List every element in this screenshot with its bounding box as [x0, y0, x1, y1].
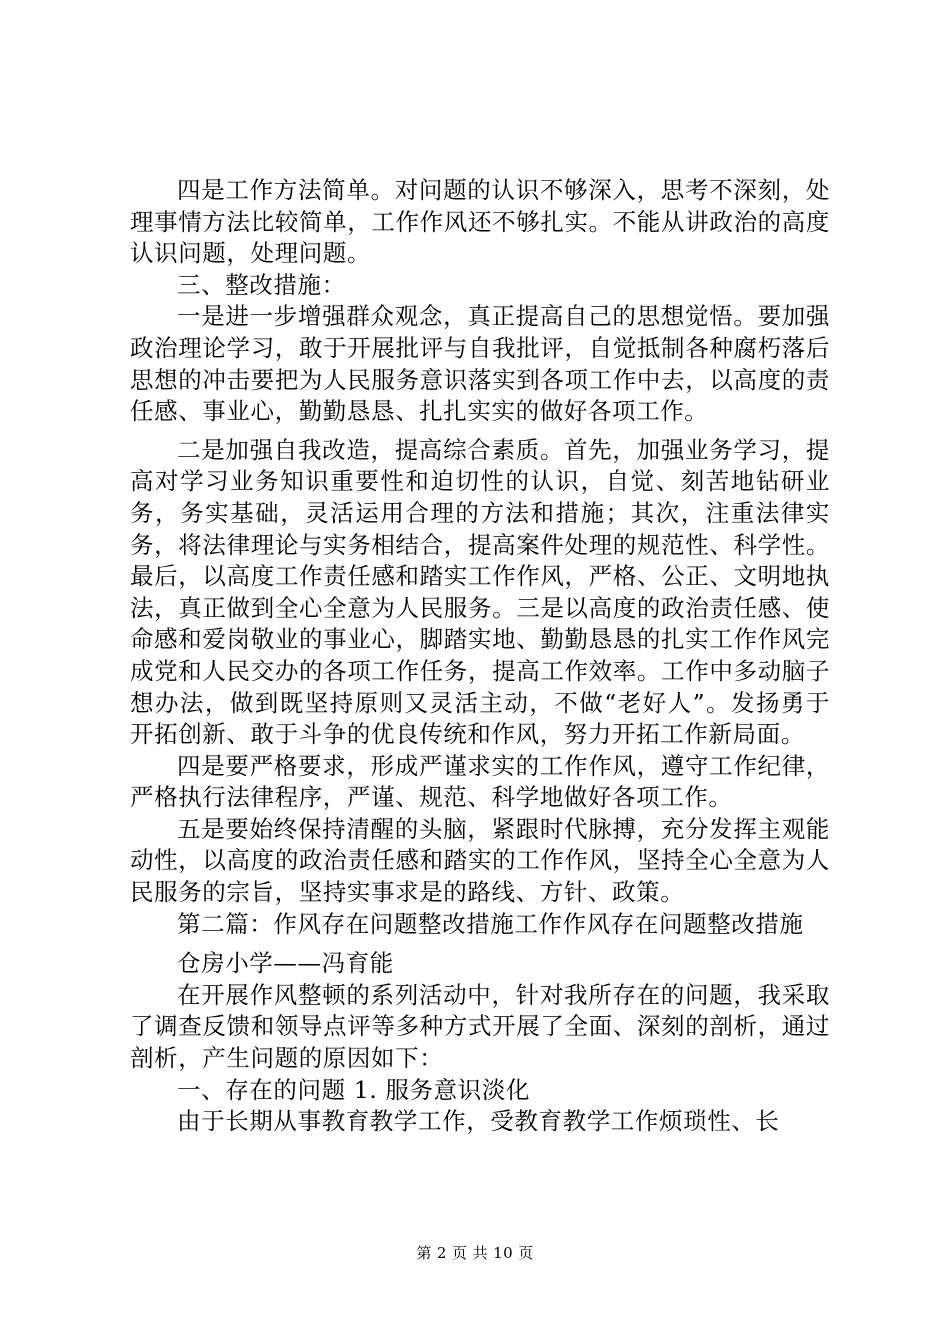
- paragraph-measure-four: 四是要严格要求，形成严谨求实的工作作风，遵守工作纪律，严格执行法律程序，严谨、规范、科学地做好各项工作。: [130, 751, 830, 812]
- paragraph-measure-one: 一是进一步增强群众观念，真正提高自己的思想觉悟。要加强政治理论学习，敢于开展批评与自我批评，自觉抵制各种腐朽落后思想的冲击要把为人民服务意识落实到各项工作中去，以高度的责任感、事业心，勤勤恳恳、扎扎实实的做好各项工作。: [130, 302, 830, 426]
- document-body: [130, 175, 830, 1138]
- article-two-title: 第二篇：作风存在问题整改措施工作作风存在问题整改措施: [177, 909, 804, 938]
- page-footer: 第 2 页 共 10 页: [416, 1244, 534, 1262]
- paragraph-method-simple: 四是工作方法简单。对问题的认识不够深入，思考不深刻，处理事情方法比较简单，工作作风还不够扎实。不能从讲政治的高度认识问题，处理问题。: [130, 176, 830, 268]
- paragraph-intro: 在开展作风整顿的系列活动中，针对我所存在的问题，我采取了调查反馈和领导点评等多种方式开展了全面、深刻的剖析，通过剖析，产生问题的原因如下：: [130, 980, 830, 1073]
- section-heading-rectification: 三、整改措施：: [177, 270, 346, 299]
- paragraph-measure-five: 五是要始终保持清醒的头脑，紧跟时代脉搏，充分发挥主观能动性，以高度的政治责任感和踏实的工作作风，坚持全心全意为人民服务的宗旨，坚持实事求是的路线、方针、政策。: [130, 814, 830, 907]
- paragraph-measure-two: 二是加强自我改造，提高综合素质。首先，加强业务学习，提高对学习业务知识重要性和迫切性的认识，自觉、刻苦地钻研业务，务实基础，灵活运用合理的方法和措施；其次，注重法律实务，将法律理论与实务相结合，提高案件处理的规范性、科学性。最后，以高度工作责任感和踏实工作作风，严格、公正、文明地执法，真正做到全心全意为人民服务。三是以高度的政治责任感、使命感和爱岗敬业的事业心，脚踏实地、勤勤恳恳的扎实工作作风完成党和人民交办的各项工作任务，提高工作效率。工作中多动脑子想办法，做到既坚持原则又灵活主动，不做“老好人”。发扬勇于开拓创新、敢于斗争的优良传统和作风，努力开拓工作新局面。: [130, 435, 830, 749]
- author-line: 仓房小学——冯育能: [177, 949, 394, 978]
- section-heading-problems: 一、存在的问题 1. 服务意识淡化: [177, 1075, 531, 1104]
- paragraph-cause: 由于长期从事教育教学工作，受教育教学工作烦琐性、长: [177, 1107, 780, 1136]
